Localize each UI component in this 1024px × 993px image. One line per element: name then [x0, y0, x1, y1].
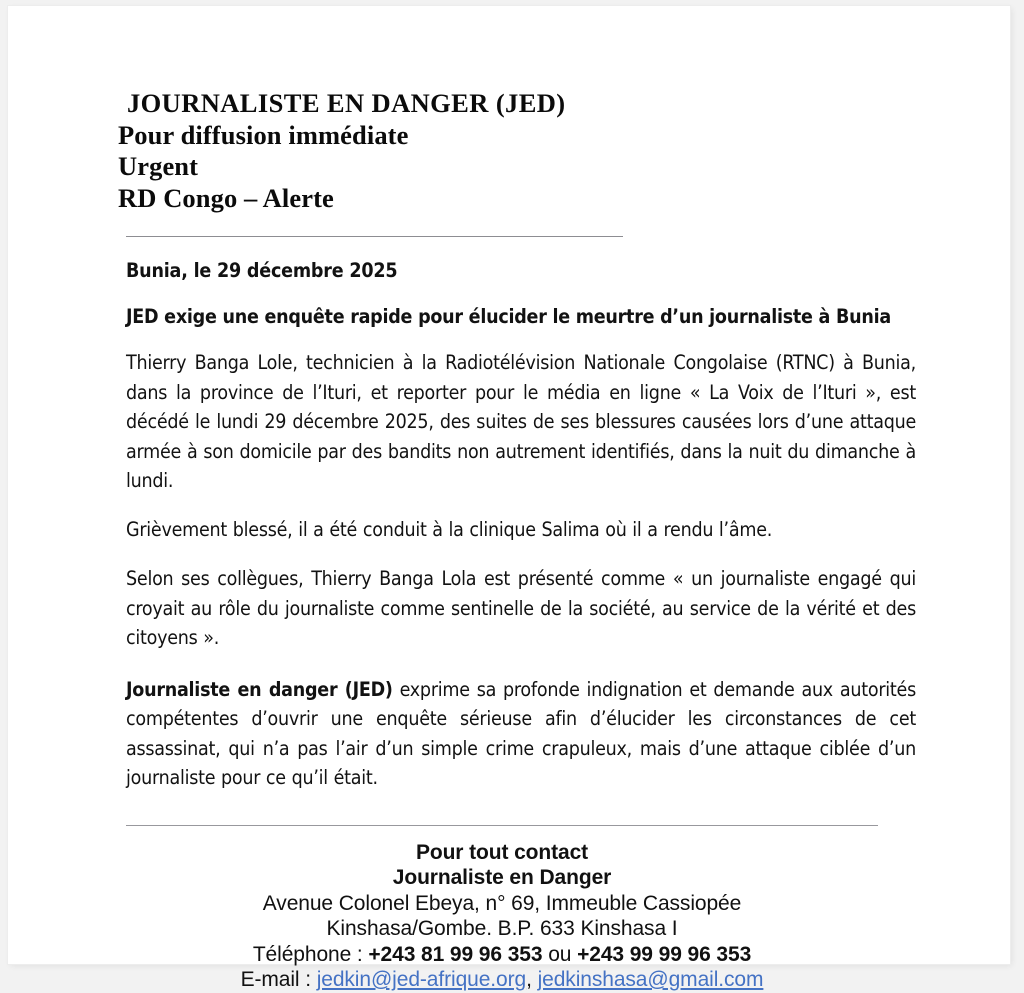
paragraph-4-text: exprime sa profonde indignation et demande aux autorités compétentes d’ouvrir une enquête sérieuse afin d’élucider les circonstances de cet assassinat, qui n’a pas l’air d’un simple crime crapuleux, mais d’une attaque ciblée d’un journaliste pour ce qu’il était. — [126, 677, 916, 789]
paragraph-2: Grièvement blessé, il a été conduit à la clinique Salima où il a rendu l’âme. — [126, 518, 773, 541]
email-label: E-mail : — [240, 968, 317, 991]
masthead-divider — [126, 236, 623, 237]
contact-email-line — [126, 967, 878, 993]
contact-address-line-2: Kinshasa/Gombe. B.P. 633 Kinshasa I — [326, 917, 678, 940]
email-link-primary[interactable]: jedkin@jed-afrique.org — [316, 968, 527, 991]
contact-address-line-1: Avenue Colonel Ebeya, n° 69, Immeuble Cassiopée — [262, 891, 742, 915]
email-link-secondary[interactable]: jedkinshasa@gmail.com — [537, 968, 764, 991]
masthead — [118, 6, 918, 214]
region-alert-label: RD Congo – Alerte — [118, 182, 334, 213]
paragraph-1: Thierry Banga Lole, technicien à la Radiotélévision Nationale Congolaise (RTNC) à Bunia, dans la province de l’Ituri, et reporter pour le média en ligne « La Voix de l’Ituri », est décédé le lundi 29 décembre 2025, des suites de ses blessures causées lors d’une attaque armée à son domicile par des bandits non autrement identifiés, dans la nuit du dimanche à lundi. — [126, 351, 916, 492]
dateline: Bunia, le 29 décembre 2025 — [126, 259, 398, 282]
footer-divider — [126, 825, 878, 826]
release-notice: Pour diffusion immédiate — [118, 119, 409, 150]
email-separator: , — [526, 968, 538, 991]
phone-number-secondary: +243 99 99 96 353 — [577, 942, 752, 966]
phone-conjunction: ou — [542, 942, 578, 966]
subheadline: JED exige une enquête rapide pour élucider le meurtre d’un journaliste à Bunia — [126, 305, 891, 328]
paragraph-3: Selon ses collègues, Thierry Banga Lola est présenté comme « un journaliste engagé qui croyait au rôle du journaliste comme sentinelle de la société, au service de la vérité et des citoyens ». — [126, 567, 916, 649]
document-body — [126, 259, 916, 793]
document-page — [8, 6, 1010, 991]
document-content — [118, 6, 918, 993]
contact-organization: Journaliste en Danger — [392, 866, 612, 889]
urgency-label: Urgent — [118, 151, 199, 181]
organization-title: JOURNALISTE EN DANGER (JED) — [127, 88, 566, 118]
contact-phone-line — [126, 942, 878, 968]
paragraph-4 — [126, 675, 916, 793]
phone-label: Téléphone : — [252, 942, 369, 966]
contact-block — [126, 840, 878, 993]
paragraph-4-bold-lead: Journaliste en danger (JED) — [126, 677, 393, 701]
contact-heading: Pour tout contact — [415, 840, 589, 864]
phone-number-primary: +243 81 99 96 353 — [368, 942, 543, 966]
